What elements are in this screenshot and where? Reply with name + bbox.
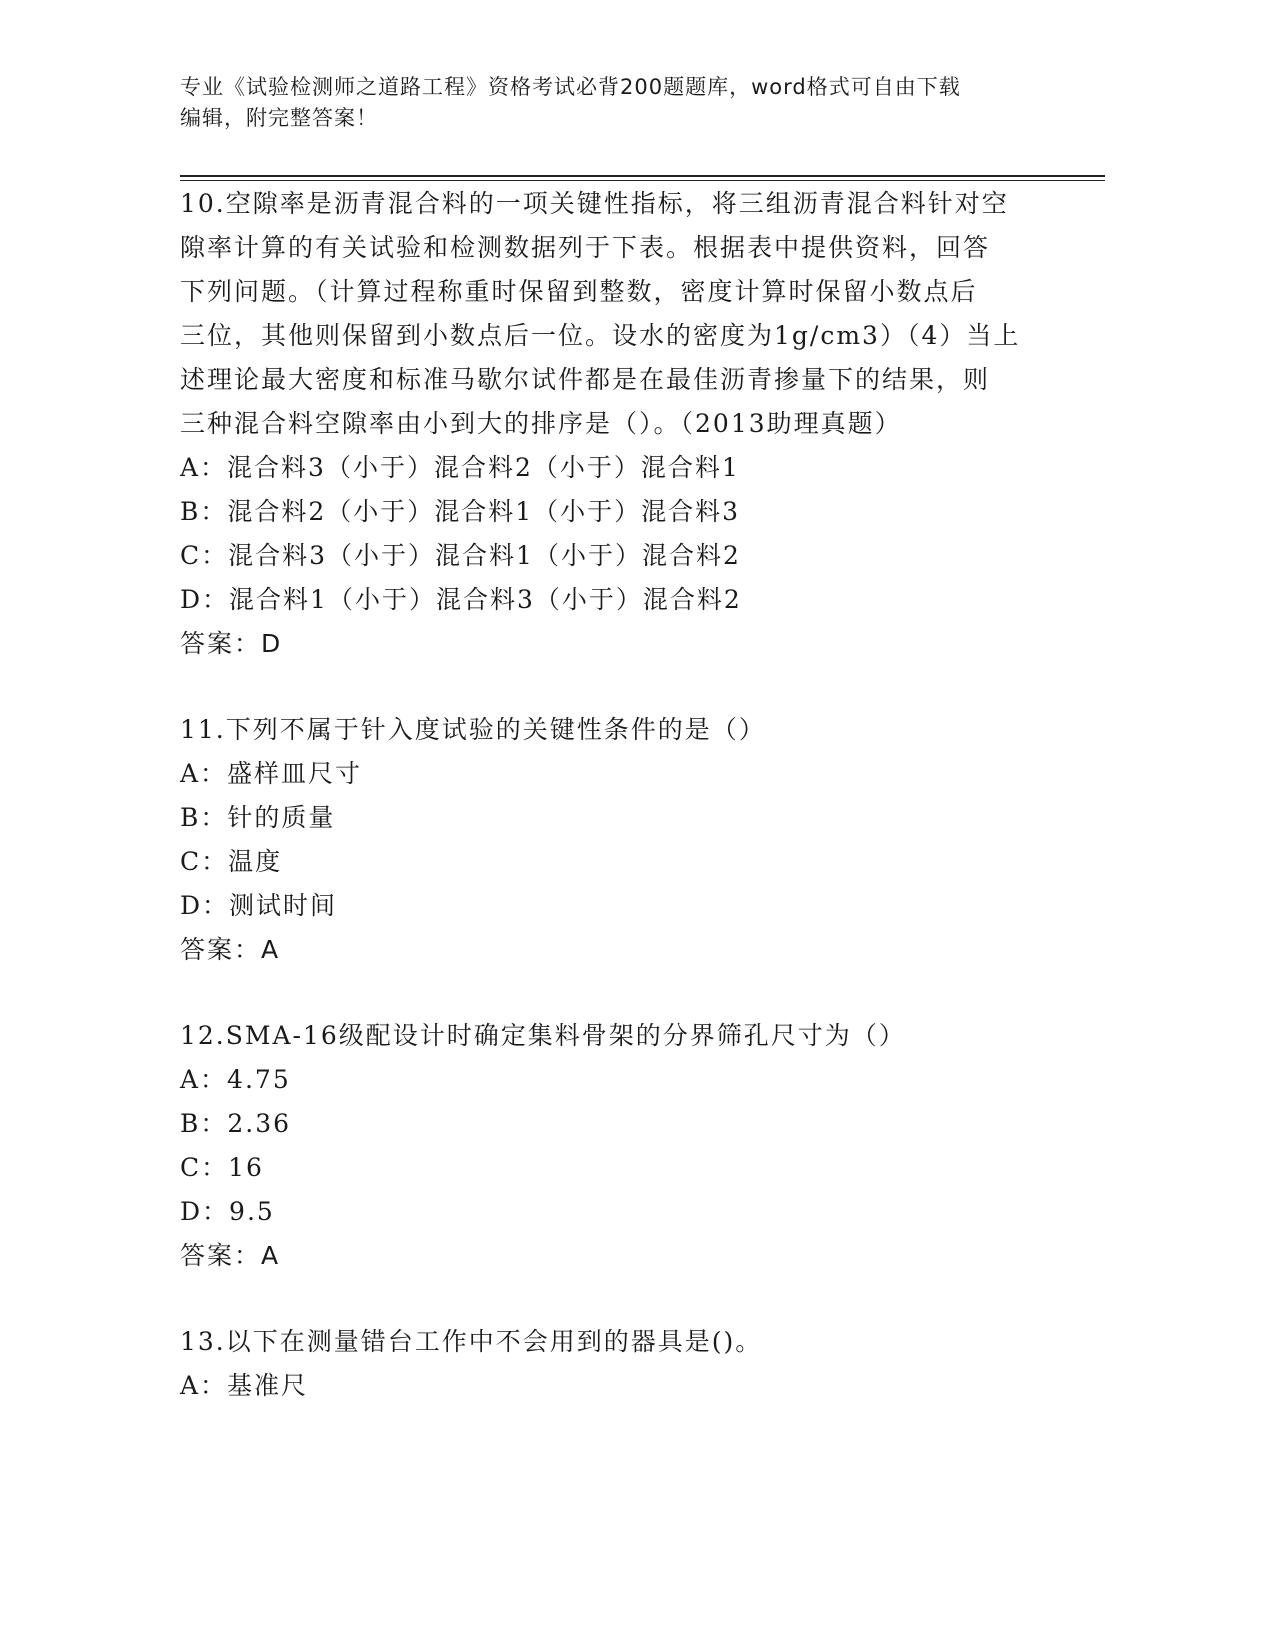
option-c: C：混合料3（小于）混合料1（小于）混合料2 (180, 541, 741, 570)
answer: 答案：A (180, 935, 281, 964)
question-stem-line: 三位，其他则保留到小数点后一位。设水的密度为1g/cm3）（4）当上 (180, 321, 1021, 350)
option-b: B：混合料2（小于）混合料1（小于）混合料3 (180, 497, 741, 526)
header-divider (180, 175, 1105, 177)
question-stem-line: 12.SMA-16级配设计时确定集料骨架的分界筛孔尺寸为（） (180, 1021, 906, 1050)
option-a: A：混合料3（小于）混合料2（小于）混合料1 (180, 453, 740, 482)
option-d: D：测试时间 (180, 891, 338, 920)
option-d: D：9.5 (180, 1197, 275, 1226)
question-10 (180, 182, 1080, 666)
option-d: D：混合料1（小于）混合料3（小于）混合料2 (180, 585, 742, 614)
option-b: B：针的质量 (180, 803, 336, 832)
question-stem-line: 述理论最大密度和标准马歇尔试件都是在最佳沥青掺量下的结果，则 (180, 365, 991, 394)
question-stem-line: 11.下列不属于针入度试验的关键性条件的是（） (180, 715, 766, 744)
answer: 答案：A (180, 1241, 281, 1270)
option-c: C：温度 (180, 847, 283, 876)
question-stem-line: 三种混合料空隙率由小到大的排序是（）。（2013助理真题） (180, 409, 902, 438)
question-12 (180, 1014, 1080, 1278)
question-11 (180, 708, 1080, 972)
question-13 (180, 1320, 1080, 1408)
spacer (180, 1278, 1080, 1320)
question-list (180, 182, 1080, 1408)
option-c: C：16 (180, 1153, 264, 1182)
header-line: 专业《试验检测师之道路工程》资格考试必背200题题库，word格式可自由下载 (180, 75, 961, 99)
spacer (180, 666, 1080, 708)
option-a: A：4.75 (180, 1065, 291, 1094)
question-stem-line: 13.以下在测量错台工作中不会用到的器具是()。 (180, 1327, 763, 1356)
header-divider-thin (180, 180, 1105, 181)
spacer (180, 972, 1080, 1014)
document-header (180, 72, 1060, 134)
option-a: A：基准尺 (180, 1371, 309, 1400)
answer: 答案：D (180, 629, 283, 658)
option-b: B：2.36 (180, 1109, 292, 1138)
option-a: A：盛样皿尺寸 (180, 759, 363, 788)
question-stem-line: 隙率计算的有关试验和检测数据列于下表。根据表中提供资料，回答 (180, 233, 991, 262)
question-stem-line: 10.空隙率是沥青混合料的一项关键性指标，将三组沥青混合料针对空 (180, 189, 1009, 218)
header-line: 编辑，附完整答案！ (180, 106, 378, 130)
question-stem-line: 下列问题。（计算过程称重时保留到整数，密度计算时保留小数点后 (180, 277, 978, 306)
